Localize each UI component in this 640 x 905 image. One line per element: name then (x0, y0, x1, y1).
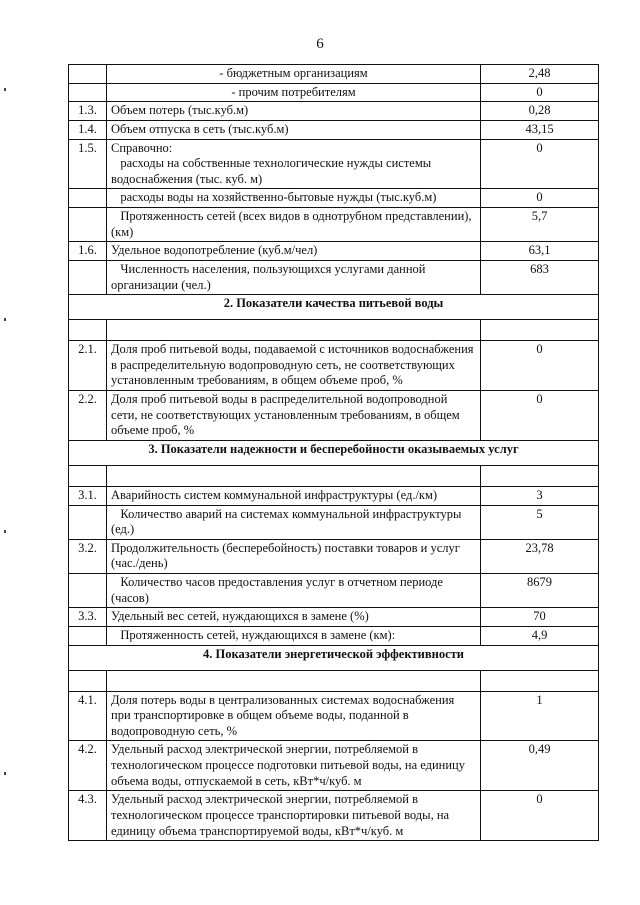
table-row (69, 341, 599, 391)
row-number (69, 505, 107, 539)
row-description: Доля потерь воды в централизованных системах водоснабжения при транспортировке в общем объеме воды, поданной в водопроводную сеть, % (107, 691, 481, 741)
table-row (69, 208, 599, 242)
scan-mark (4, 530, 6, 533)
row-number: 3.2. (69, 539, 107, 573)
scan-mark (4, 318, 6, 321)
table-row (69, 691, 599, 741)
row-value: 0 (481, 83, 599, 102)
row-description: Удельный расход электрической энергии, потребляемой в технологическом процессе подготовки питьевой воды, на единицу объема воды, отпускаемой в сеть, кВт*ч/куб. м (107, 741, 481, 791)
section-header-row (69, 440, 599, 465)
row-description: - бюджетным организациям (107, 65, 481, 84)
table-row (69, 260, 599, 294)
row-value: 5,7 (481, 208, 599, 242)
row-description: Численность населения, пользующихся услугами данной организации (чел.) (107, 260, 481, 294)
row-value: 1 (481, 691, 599, 741)
row-description: Доля проб питьевой воды, подаваемой с источников водоснабжения в распределительную водопроводную сеть, не соответствующих установленным требованиям, в общем объеме проб, % (107, 341, 481, 391)
table-row (69, 242, 599, 261)
section-title: 3. Показатели надежности и бесперебойности оказываемых услуг (69, 440, 599, 465)
table-row (69, 741, 599, 791)
row-description: Удельное водопотребление (куб.м/чел) (107, 242, 481, 261)
row-value: 63,1 (481, 242, 599, 261)
section-title: 2. Показатели качества питьевой воды (69, 295, 599, 320)
row-description: Протяженность сетей (всех видов в однотрубном представлении), (км) (107, 208, 481, 242)
table-row (69, 539, 599, 573)
row-description: Продолжительность (бесперебойность) поставки товаров и услуг (час./день) (107, 539, 481, 573)
row-description: Количество часов предоставления услуг в отчетном периоде (часов) (107, 574, 481, 608)
empty-cell (107, 670, 481, 691)
row-value: 4,9 (481, 626, 599, 645)
empty-cell (69, 465, 107, 486)
table-row (69, 608, 599, 627)
row-value: 23,78 (481, 539, 599, 573)
row-number (69, 626, 107, 645)
row-value: 2,48 (481, 65, 599, 84)
table-row (69, 139, 599, 189)
table-row (69, 574, 599, 608)
row-number: 3.1. (69, 486, 107, 505)
indicators-table (68, 64, 599, 841)
empty-cell (481, 465, 599, 486)
section-header-row (69, 645, 599, 670)
row-value: 0 (481, 139, 599, 189)
table-row (69, 102, 599, 121)
indicators-table-body (69, 65, 599, 841)
row-number: 1.5. (69, 139, 107, 189)
empty-cell (481, 320, 599, 341)
row-value: 0 (481, 391, 599, 441)
row-number: 2.2. (69, 391, 107, 441)
table-row (69, 189, 599, 208)
row-description: - прочим потребителям (107, 83, 481, 102)
row-description: Аварийность систем коммунальной инфраструктуры (ед./км) (107, 486, 481, 505)
row-value: 0,49 (481, 741, 599, 791)
row-value: 0 (481, 791, 599, 841)
section-title: 4. Показатели энергетической эффективности (69, 645, 599, 670)
row-number (69, 83, 107, 102)
row-number: 1.4. (69, 120, 107, 139)
empty-cell (69, 320, 107, 341)
spacer-row (69, 320, 599, 341)
table-row (69, 486, 599, 505)
row-value: 0 (481, 189, 599, 208)
row-value: 0,28 (481, 102, 599, 121)
row-number: 4.2. (69, 741, 107, 791)
row-number: 1.6. (69, 242, 107, 261)
row-description: Объем отпуска в сеть (тыс.куб.м) (107, 120, 481, 139)
row-number (69, 189, 107, 208)
table-row (69, 791, 599, 841)
row-number (69, 574, 107, 608)
table-row (69, 65, 599, 84)
empty-cell (69, 670, 107, 691)
row-description: Доля проб питьевой воды в распределительной водопроводной сети, не соответствующих установленным требованиям, в общем объеме проб, % (107, 391, 481, 441)
row-number: 2.1. (69, 341, 107, 391)
table-row (69, 391, 599, 441)
row-description: Справочно: расходы на собственные технологические нужды системы водоснабжения (тыс. куб. м) (107, 139, 481, 189)
row-number: 3.3. (69, 608, 107, 627)
row-description: Объем потерь (тыс.куб.м) (107, 102, 481, 121)
row-value: 5 (481, 505, 599, 539)
section-header-row (69, 295, 599, 320)
row-value: 70 (481, 608, 599, 627)
row-description: Удельный вес сетей, нуждающихся в замене (%) (107, 608, 481, 627)
row-number: 1.3. (69, 102, 107, 121)
spacer-row (69, 465, 599, 486)
row-number (69, 208, 107, 242)
table-row (69, 626, 599, 645)
empty-cell (107, 320, 481, 341)
page-number: 6 (316, 36, 324, 52)
row-value: 683 (481, 260, 599, 294)
scan-mark (4, 88, 6, 91)
row-value: 8679 (481, 574, 599, 608)
row-number (69, 65, 107, 84)
table-row (69, 83, 599, 102)
table-row (69, 120, 599, 139)
row-number (69, 260, 107, 294)
table-row (69, 505, 599, 539)
spacer-row (69, 670, 599, 691)
row-description: расходы воды на хозяйственно-бытовые нужды (тыс.куб.м) (107, 189, 481, 208)
row-number: 4.1. (69, 691, 107, 741)
row-description: Удельный расход электрической энергии, потребляемой в технологическом процессе транспортировки питьевой воды, на единицу объема транспортируемой воды, кВт*ч/куб. м (107, 791, 481, 841)
row-value: 3 (481, 486, 599, 505)
empty-cell (481, 670, 599, 691)
row-description: Протяженность сетей, нуждающихся в замене (км): (107, 626, 481, 645)
row-value: 0 (481, 341, 599, 391)
row-number: 4.3. (69, 791, 107, 841)
row-description: Количество аварий на системах коммунальной инфраструктуры (ед.) (107, 505, 481, 539)
scan-mark (4, 772, 6, 775)
empty-cell (107, 465, 481, 486)
row-value: 43,15 (481, 120, 599, 139)
